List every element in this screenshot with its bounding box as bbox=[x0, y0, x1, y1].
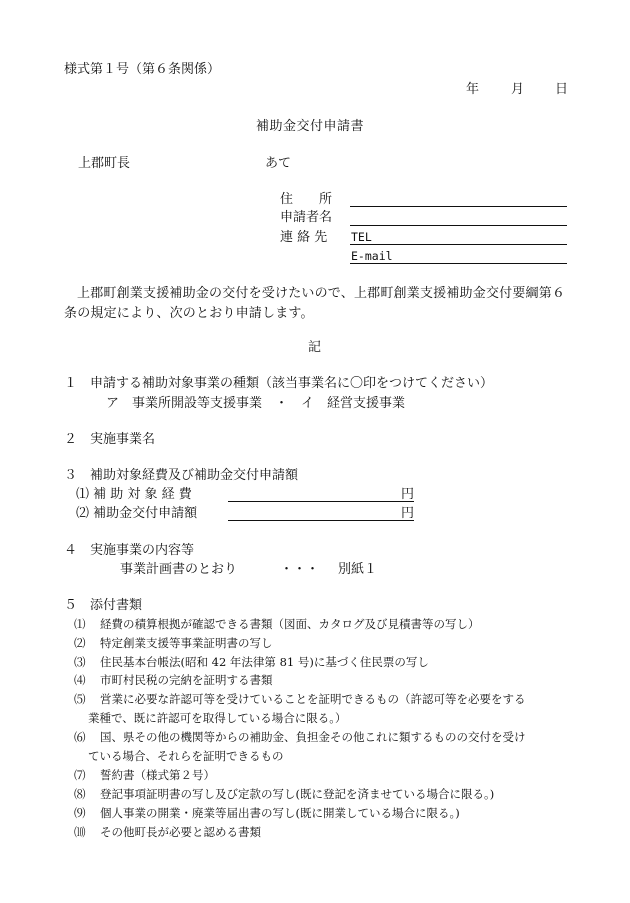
attachment-text: 誓約書（様式第２号） bbox=[100, 768, 215, 782]
section2-heading: ２ 実施事業名 bbox=[64, 432, 156, 447]
attachment-text: 住民基本台帳法(昭和 42 年法律第 81 号)に基づく住民票の写し bbox=[100, 655, 429, 669]
grant-request-label: ⑵ 補助金交付申請額 bbox=[76, 506, 198, 521]
section4-dots: ・・・ bbox=[280, 562, 320, 577]
email-field-line[interactable] bbox=[350, 263, 567, 264]
section4-detail: 事業計画書のとおり bbox=[120, 562, 238, 577]
date-month-label: 月 bbox=[511, 82, 525, 97]
attachment-num: ⑺ bbox=[74, 768, 86, 782]
attachment-text-continued: 業種で、既に許認可を取得している場合に限る。） bbox=[88, 711, 347, 725]
grant-request-unit: 円 bbox=[401, 506, 415, 521]
attachment-text: 営業に必要な許認可等を受けていることを証明できるもの（許認可等を必要をする bbox=[100, 692, 526, 706]
subsidy-expense-field-line[interactable] bbox=[228, 501, 414, 502]
ki-heading: 記 bbox=[308, 340, 322, 355]
attachment-num: ⑻ bbox=[74, 787, 86, 801]
attachment-text: 特定創業支援等事業証明書の写し bbox=[100, 636, 273, 650]
attachment-text: その他町長が必要と認める書類 bbox=[100, 825, 261, 839]
grant-request-field-line[interactable] bbox=[228, 520, 414, 521]
address-label: 住 所 bbox=[280, 192, 333, 207]
attachment-text: 登記事項証明書の写し及び定款の写し(既に登記を済ませている場合に限る。) bbox=[100, 787, 495, 801]
attachment-num: ⑹ bbox=[74, 730, 86, 744]
attachment-text: 国、県その他の機関等からの補助金、負担金その他これに類するものの交付を受け bbox=[100, 730, 526, 744]
attachment-text: 市町村民税の完納を証明する書類 bbox=[100, 673, 273, 687]
addressee-name: 上郡町長 bbox=[78, 156, 131, 171]
form-number: 様式第１号（第６条関係） bbox=[64, 62, 221, 77]
attachment-num: ⑼ bbox=[74, 806, 86, 820]
attachment-num: ⑶ bbox=[74, 655, 86, 669]
tel-label: TEL bbox=[351, 230, 372, 244]
email-label: E-mail bbox=[351, 249, 393, 263]
applicant-name-label: 申請者名 bbox=[280, 210, 333, 225]
section4-reference: 別紙１ bbox=[338, 562, 378, 577]
applicant-name-field-line[interactable] bbox=[350, 225, 567, 226]
attachment-num: ⑷ bbox=[74, 673, 86, 687]
intro-paragraph: 上郡町創業支援補助金の交付を受けたいので、上郡町創業支援補助金交付要綱第６条の規定により、次のとおり申請します。 bbox=[64, 286, 566, 321]
attachment-num: ⑽ bbox=[74, 825, 86, 839]
addressee-suffix: あて bbox=[265, 156, 292, 171]
subsidy-expense-label: ⑴ 補 助 対 象 経 費 bbox=[76, 487, 192, 502]
subsidy-expense-unit: 円 bbox=[401, 487, 415, 502]
attachment-num: ⑴ bbox=[74, 617, 86, 631]
address-field-line[interactable] bbox=[350, 206, 567, 207]
section5-heading: ５ 添付書類 bbox=[64, 598, 143, 613]
attachment-text-continued: ている場合、それらを証明できるもの bbox=[88, 749, 284, 763]
attachment-text: 経費の積算根拠が確認できる書類（図面、カタログ及び見積書等の写し） bbox=[100, 617, 480, 631]
document-title: 補助金交付申請書 bbox=[256, 119, 365, 134]
attachment-num: ⑸ bbox=[74, 692, 86, 706]
section1-heading: １ 申請する補助対象事業の種類（該当事業名に〇印をつけてください） bbox=[64, 376, 494, 391]
section4-heading: ４ 実施事業の内容等 bbox=[64, 543, 195, 558]
date-year-label: 年 bbox=[466, 82, 480, 97]
contact-label: 連 絡 先 bbox=[280, 230, 328, 245]
attachment-text: 個人事業の開業・廃業等届出書の写し(既に開業している場合に限る。) bbox=[100, 806, 460, 820]
section1-options: ア 事業所開設等支援事業 ・ イ 経営支援事業 bbox=[106, 396, 406, 411]
section3-heading: ３ 補助対象経費及び補助金交付申請額 bbox=[64, 468, 299, 483]
attachment-num: ⑵ bbox=[74, 636, 86, 650]
date-day-label: 日 bbox=[555, 82, 569, 97]
tel-field-line[interactable] bbox=[350, 244, 567, 245]
